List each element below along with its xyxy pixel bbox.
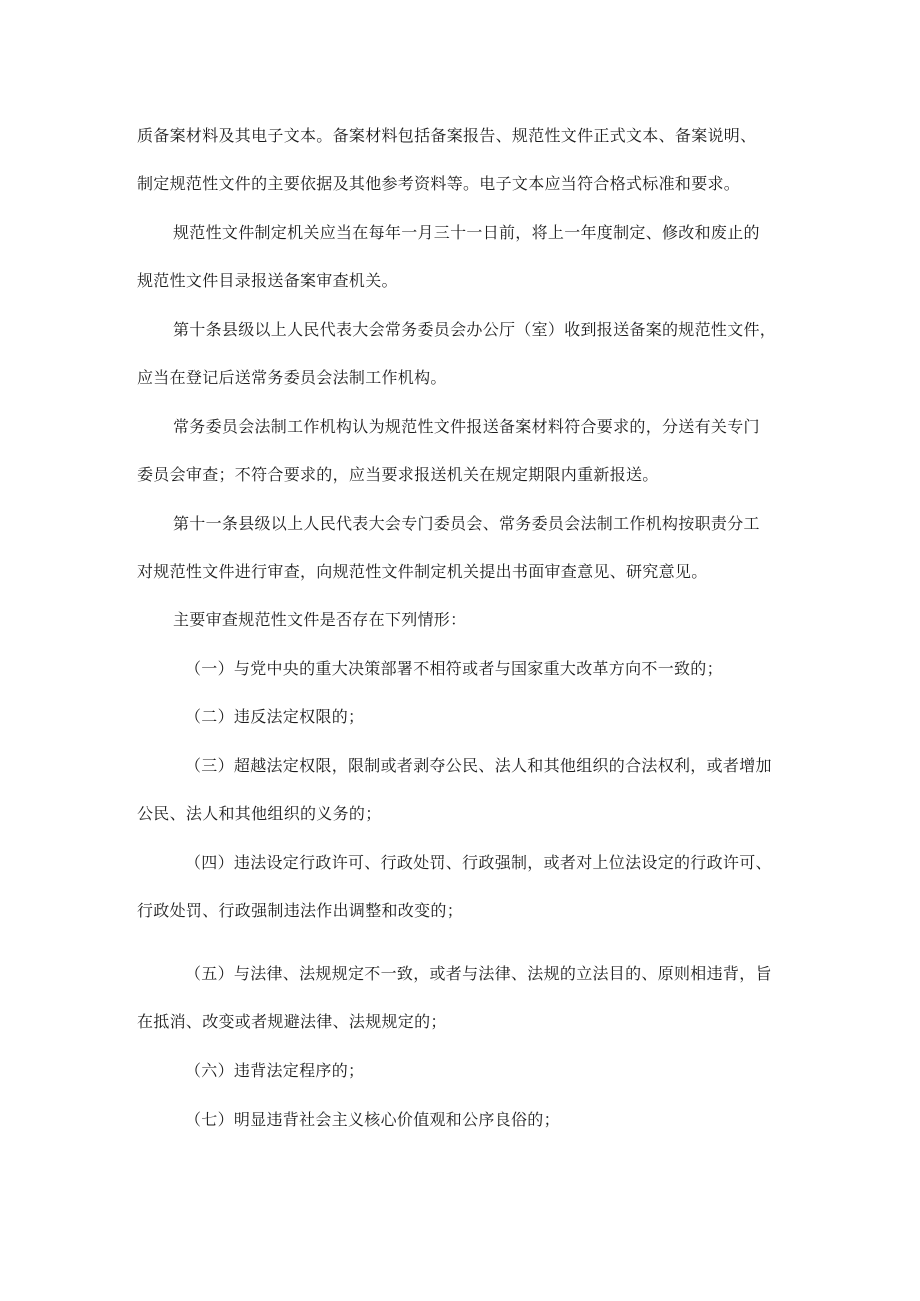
list-item-continuation: 公民、法人和其他组织的义务的； — [137, 804, 382, 823]
list-item: （五）与法律、法规规定不一致，或者与法律、法规的立法目的、原则相违背，旨 — [185, 964, 772, 983]
list-item-continuation: 行政处罚、行政强制违法作出调整和改变的； — [137, 901, 464, 920]
paragraph-line: 第十条县级以上人民代表大会常务委员会办公厅（室）收到报送备案的规范性文件， — [173, 320, 777, 339]
paragraph-line: 规范性文件制定机关应当在每年一月三十一日前，将上一年度制定、修改和废止的 — [173, 223, 760, 242]
paragraph-line: 对规范性文件进行审查，向规范性文件制定机关提出书面审查意见、研究意见。 — [137, 562, 708, 581]
paragraph-line: 规范性文件目录报送备案审查机关。 — [137, 271, 398, 290]
list-item: （六）违背法定程序的； — [185, 1061, 365, 1080]
paragraph-line: 主要审查规范性文件是否存在下列情形： — [173, 610, 467, 629]
list-item: （四）违法设定行政许可、行政处罚、行政强制，或者对上位法设定的行政许可、 — [185, 853, 772, 872]
paragraph-line: 常务委员会法制工作机构认为规范性文件报送备案材料符合要求的，分送有关专门 — [173, 417, 760, 436]
paragraph-line: 制定规范性文件的主要依据及其他参考资料等。电子文本应当符合格式标准和要求。 — [137, 174, 741, 193]
paragraph-line: 委员会审查；不符合要求的，应当要求报送机关在规定期限内重新报送。 — [137, 465, 659, 484]
list-item: （二）违反法定权限的； — [185, 707, 365, 726]
list-item: （七）明显违背社会主义核心价值观和公序良俗的； — [185, 1110, 560, 1129]
list-item: （一）与党中央的重大决策部署不相符或者与国家重大改革方向不一致的； — [185, 659, 723, 678]
list-item: （三）超越法定权限，限制或者剥夺公民、法人和其他组织的合法权利，或者增加 — [185, 756, 772, 775]
paragraph-line: 第十一条县级以上人民代表大会专门委员会、常务委员会法制工作机构按职责分工 — [173, 514, 760, 533]
paragraph-line: 质备案材料及其电子文本。备案材料包括备案报告、规范性文件正式文本、备案说明、 — [137, 126, 757, 145]
paragraph-line: 应当在登记后送常务委员会法制工作机构。 — [137, 368, 447, 387]
list-item-continuation: 在抵消、改变或者规避法律、法规规定的； — [137, 1012, 447, 1031]
